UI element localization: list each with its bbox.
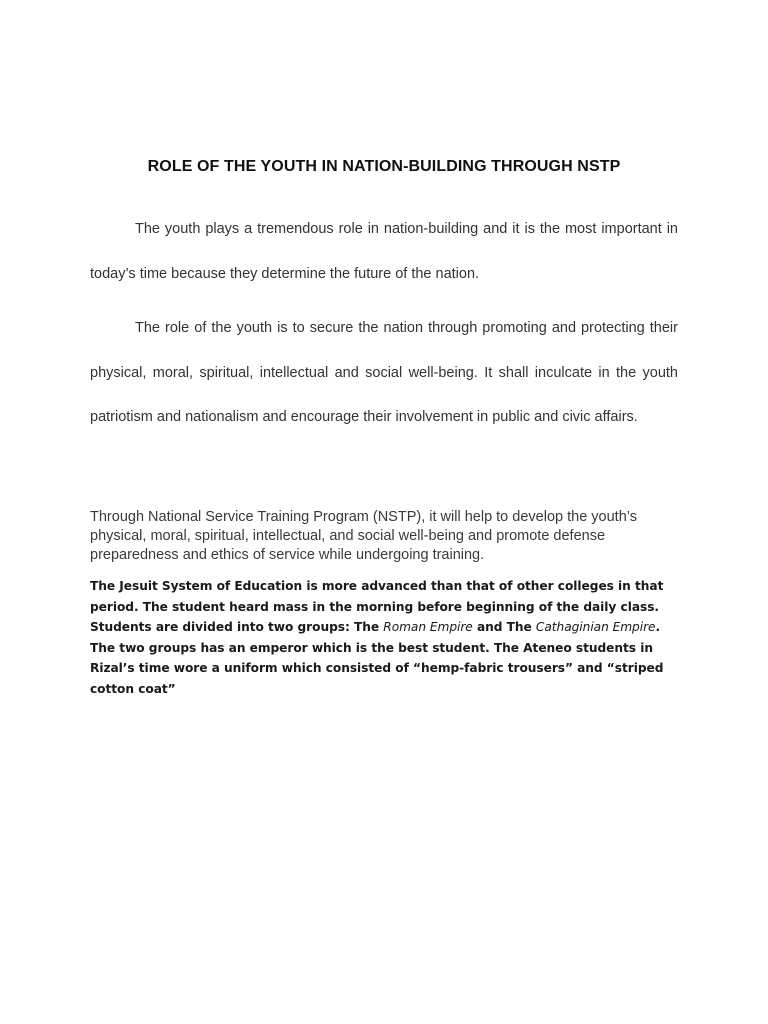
paragraph-nstp: Through National Service Training Program (NSTP), it will help to develop the youth’s physical, moral, spiritual, intellectual, and social well-being and promote defense preparedness and ethics of service while undergoing training. <box>90 509 637 563</box>
cathaginian-empire-text: Cathaginian Empire <box>535 620 656 634</box>
paragraph-youth-role: The youth plays a tremendous role in nation-building and it is the most important in today’s time because they determine the future of the nation. <box>90 221 678 282</box>
jesuit-text-part3: . The two groups has an emperor which is the best student. The Ateneo students in Rizal’s time wore a uniform which consisted of “hemp-fabric trousers” and “striped cotton coat” <box>90 620 664 696</box>
paragraph-secure-nation: The role of the youth is to secure the nation through promoting and protecting their physical, moral, spiritual, intellectual and social well-being. It shall inculcate in the youth patriotism and nationalism and encourage their involvement in public and civic affairs. <box>90 320 678 425</box>
document-title: ROLE OF THE YOUTH IN NATION-BUILDING THROUGH NSTP <box>147 158 621 175</box>
paragraph-jesuit-education <box>90 576 678 699</box>
roman-empire-text: Roman Empire <box>383 620 473 634</box>
jesuit-text-part1: The Jesuit System of Education is more advanced than that of other colleges in that period. The student heard mass in the morning before beginning of the daily class. Students are divided into two groups: The <box>90 579 664 634</box>
jesuit-text-part2: and The <box>472 620 536 634</box>
